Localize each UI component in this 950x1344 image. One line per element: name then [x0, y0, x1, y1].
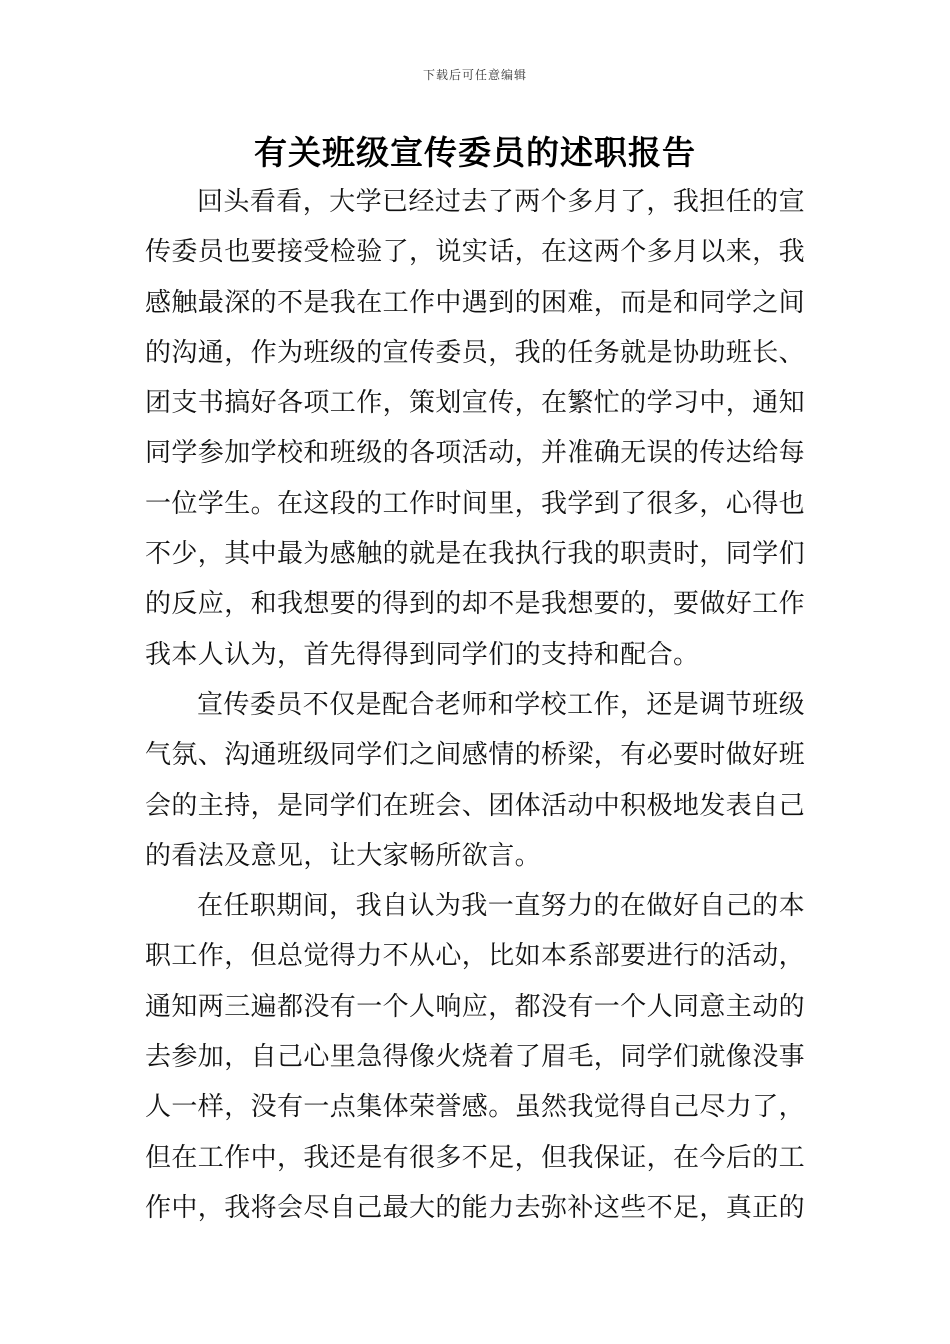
document-body: [145, 177, 805, 1233]
paragraph-1: 回头看看，大学已经过去了两个多月了，我担任的宣传委员也要接受检验了，说实话，在这两个多月以来，我感触最深的不是我在工作中遇到的困难，而是和同学之间的沟通，作为班级的宣传委员，我的任务就是协助班长、团支书搞好各项工作，策划宣传，在繁忙的学习中，通知同学参加学校和班级的各项活动，并准确无误的传达给每一位学生。在这段的工作时间里，我学到了很多，心得也不少，其中最为感触的就是在我执行我的职责时，同学们的反应，和我想要的得到的却不是我想要的，要做好工作我本人认为，首先得得到同学们的支持和配合。: [145, 187, 806, 670]
header-note: 下载后可任意编辑: [422, 68, 527, 82]
document-title: 有关班级宣传委员的述职报告: [254, 133, 696, 172]
paragraph-3: 在任职期间，我自认为我一直努力的在做好自己的本职工作，但总觉得力不从心，比如本系部要进行的活动，通知两三遍都没有一个人响应，都没有一个人同意主动的去参加，自己心里急得像火烧着了眉毛，同学们就像没事人一样，没有一点集体荣誉感。虽然我觉得自己尽力了，但在工作中，我还是有很多不足，但我保证，在今后的工作中，我将会尽自己最大的能力去弥补这些不足，真正的: [145, 891, 806, 1223]
paragraph-2: 宣传委员不仅是配合老师和学校工作，还是调节班级气氛、沟通班级同学们之间感情的桥梁，有必要时做好班会的主持，是同学们在班会、团体活动中积极地发表自己的看法及意见，让大家畅所欲言。: [145, 689, 806, 871]
